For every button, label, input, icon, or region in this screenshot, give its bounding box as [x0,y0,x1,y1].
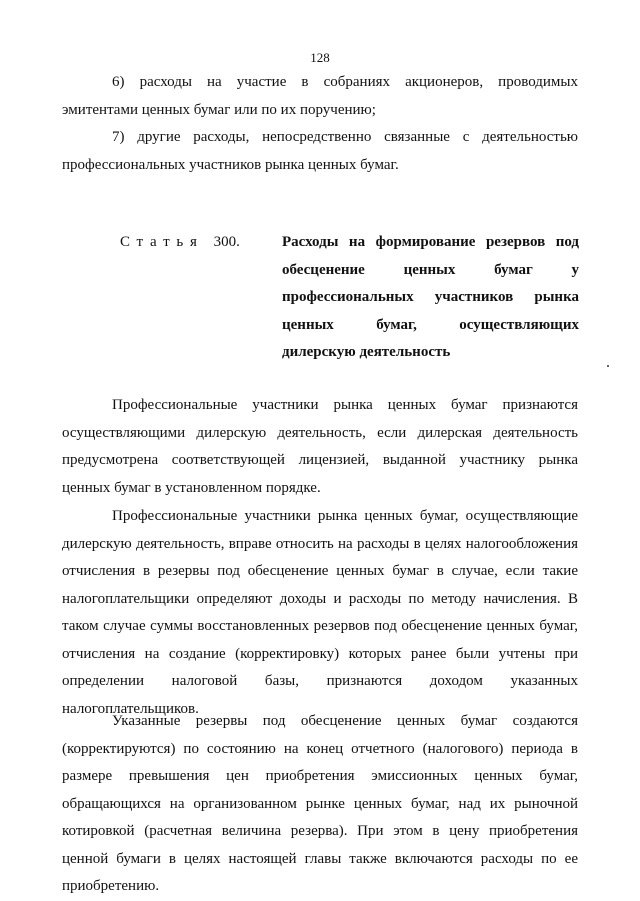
body-paragraph-2: Профессиональные участники рынка ценных бумаг, осуществляющие дилерскую деятельность, вправе относить на расходы в целях налогообложения отчисления в резервы под обесценение ценных бумаг в случае, если такие налогоплательщики определяют доходы и расходы по методу начисления. В таком случае суммы восстановленных резервов под обесценение ценных бумаг, отчисления на создание (корректировку) которых ранее были учтены при определении налоговой базы, признаются доходом указанных налогоплательщиков. [62,508,578,717]
list-item-7: 7) другие расходы, непосредственно связанные с деятельностью профессиональных участников рынка ценных бумаг. [62,129,578,173]
list-item-6: 6) расходы на участие в собраниях акционеров, проводимых эмитентами ценных бумаг или по их поручению; [62,74,578,118]
article-number: 300. [213,234,240,250]
body-paragraph-3: Указанные резервы под обесценение ценных бумаг создаются (корректируются) по состоянию на конец отчетного (налогового) периода в размере превышения цен приобретения эмиссионных ценных бумаг, обращающихся на организованном рынке ценных бумаг, над их рыночной котировкой (расчетная величина резерва). При этом в цену приобретения ценной бумаги в целях настоящей главы также включаются расходы по ее приобретению. [62,713,578,894]
body-paragraph-1: Профессиональные участники рынка ценных бумаг признаются осуществляющими дилерскую деятельность, если дилерская деятельность предусмотрена соответствующей лицензией, выданной участнику рынка ценных бумаг в установленном порядке. [62,397,578,496]
margin-mark [607,365,609,367]
article-label: Статья [120,234,204,250]
page-number: 128 [310,50,330,65]
article-title: Расходы на формирование резервов под обесценение ценных бумаг у профессиональных участников рынка ценных бумаг, осуществляющих дилерскую деятельность [282,234,579,360]
